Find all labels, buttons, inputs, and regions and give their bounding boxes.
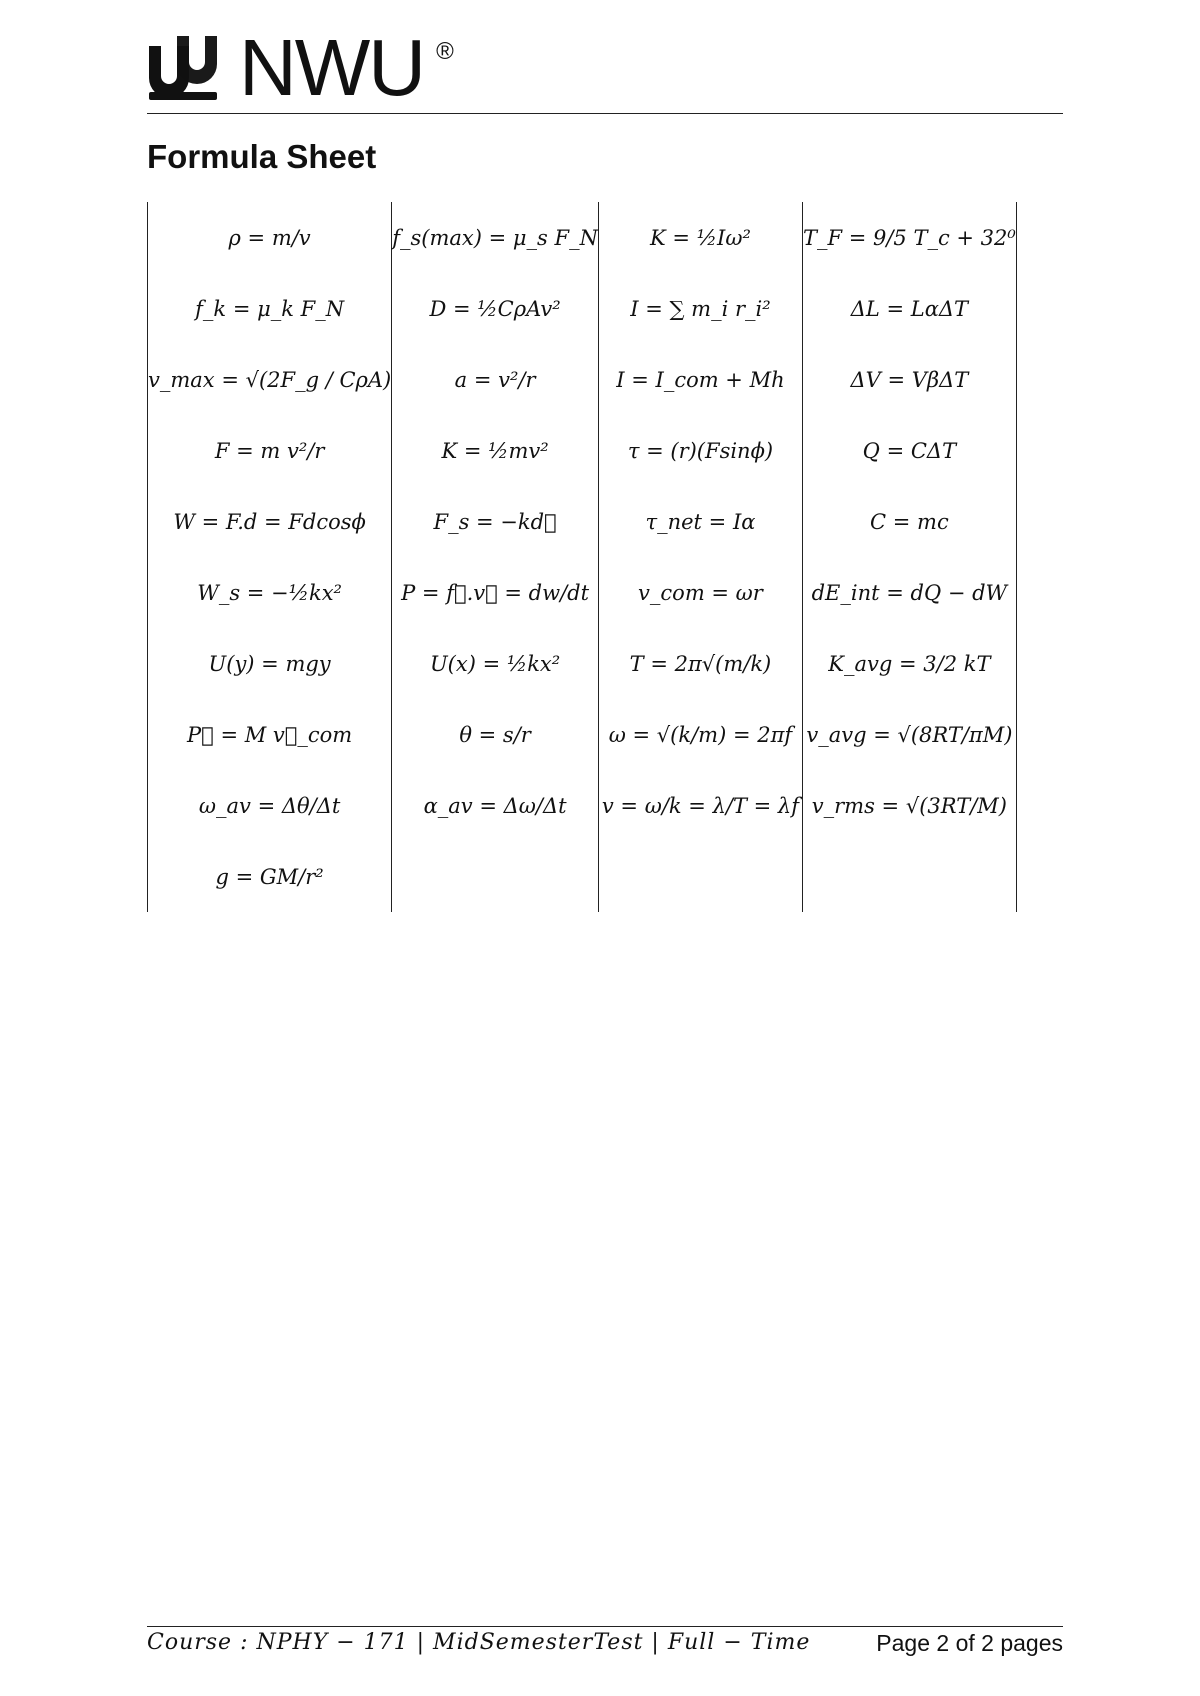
formula-cell: T_F = 9/5 T_c + 32⁰ bbox=[802, 202, 1016, 273]
formula-cell: ω = √(k/m) = 2πf bbox=[598, 699, 802, 770]
formula-cell: U(y) = mgy bbox=[148, 628, 392, 699]
formula-cell: v_avg = √(8RT/πM) bbox=[802, 699, 1016, 770]
page-number: Page 2 of 2 pages bbox=[876, 1630, 1063, 1656]
formula-row bbox=[148, 770, 1017, 841]
formula-cell: θ = s/r bbox=[392, 699, 599, 770]
formula-row bbox=[148, 486, 1017, 557]
formula-cell: v_rms = √(3RT/M) bbox=[802, 770, 1016, 841]
nwu-logo bbox=[147, 23, 454, 112]
footer-divider bbox=[147, 1626, 1063, 1627]
nwu-emblem-icon bbox=[147, 32, 219, 104]
page-title: Formula Sheet bbox=[147, 138, 377, 175]
formula-cell: I = I_com + Mh bbox=[598, 344, 802, 415]
formula-row bbox=[148, 415, 1017, 486]
formula-cell: a = v²/r bbox=[392, 344, 599, 415]
formula-cell: v = ω/k = λ/T = λf bbox=[598, 770, 802, 841]
formula-row bbox=[148, 273, 1017, 344]
course-info: Course : NPHY − 171 | MidSemesterTest | Full − Time bbox=[147, 1630, 811, 1655]
registered-mark: ® bbox=[436, 38, 454, 65]
formula-cell bbox=[598, 841, 802, 912]
formula-cell: D = ½CρAv² bbox=[392, 273, 599, 344]
formula-cell: F_s = −kd⃗ bbox=[392, 486, 599, 557]
formula-cell bbox=[392, 841, 599, 912]
formula-cell: K = ½Iω² bbox=[598, 202, 802, 273]
formula-cell: T = 2π√(m/k) bbox=[598, 628, 802, 699]
formula-cell: K_avg = 3/2 kT bbox=[802, 628, 1016, 699]
formula-cell: P = f⃗.v⃗ = dw/dt bbox=[392, 557, 599, 628]
formula-cell bbox=[802, 841, 1016, 912]
formula-cell: dE_int = dQ − dW bbox=[802, 557, 1016, 628]
formula-cell: v_com = ωr bbox=[598, 557, 802, 628]
formula-cell: K = ½mv² bbox=[392, 415, 599, 486]
formula-cell: U(x) = ½kx² bbox=[392, 628, 599, 699]
formula-cell: P⃗ = M v⃗_com bbox=[148, 699, 392, 770]
formula-row bbox=[148, 557, 1017, 628]
formula-cell: f_k = μ_k F_N bbox=[148, 273, 392, 344]
formula-table bbox=[147, 202, 1017, 912]
formula-cell: f_s(max) = μ_s F_N bbox=[392, 202, 599, 273]
header-divider bbox=[147, 113, 1063, 114]
formula-cell: W = F.d = Fdcosϕ bbox=[148, 486, 392, 557]
formula-cell: g = GM/r² bbox=[148, 841, 392, 912]
formula-cell: τ = (r)(Fsinϕ) bbox=[598, 415, 802, 486]
formula-cell: v_max = √(2F_g / CρA) bbox=[148, 344, 392, 415]
formula-row bbox=[148, 202, 1017, 273]
formula-cell: Q = CΔT bbox=[802, 415, 1016, 486]
formula-cell: C = mc bbox=[802, 486, 1016, 557]
formula-row bbox=[148, 344, 1017, 415]
formula-row bbox=[148, 841, 1017, 912]
formula-cell: ω_av = Δθ/Δt bbox=[148, 770, 392, 841]
formula-cell: τ_net = Iα bbox=[598, 486, 802, 557]
formula-cell: W_s = −½kx² bbox=[148, 557, 392, 628]
formula-cell: α_av = Δω/Δt bbox=[392, 770, 599, 841]
formula-cell: ρ = m/v bbox=[148, 202, 392, 273]
formula-cell: ΔL = LαΔT bbox=[802, 273, 1016, 344]
logo-wordmark: NWU bbox=[239, 23, 425, 112]
formula-cell: ΔV = VβΔT bbox=[802, 344, 1016, 415]
formula-row bbox=[148, 699, 1017, 770]
formula-row bbox=[148, 628, 1017, 699]
formula-cell: F = m v²/r bbox=[148, 415, 392, 486]
formula-cell: I = ∑ m_i r_i² bbox=[598, 273, 802, 344]
